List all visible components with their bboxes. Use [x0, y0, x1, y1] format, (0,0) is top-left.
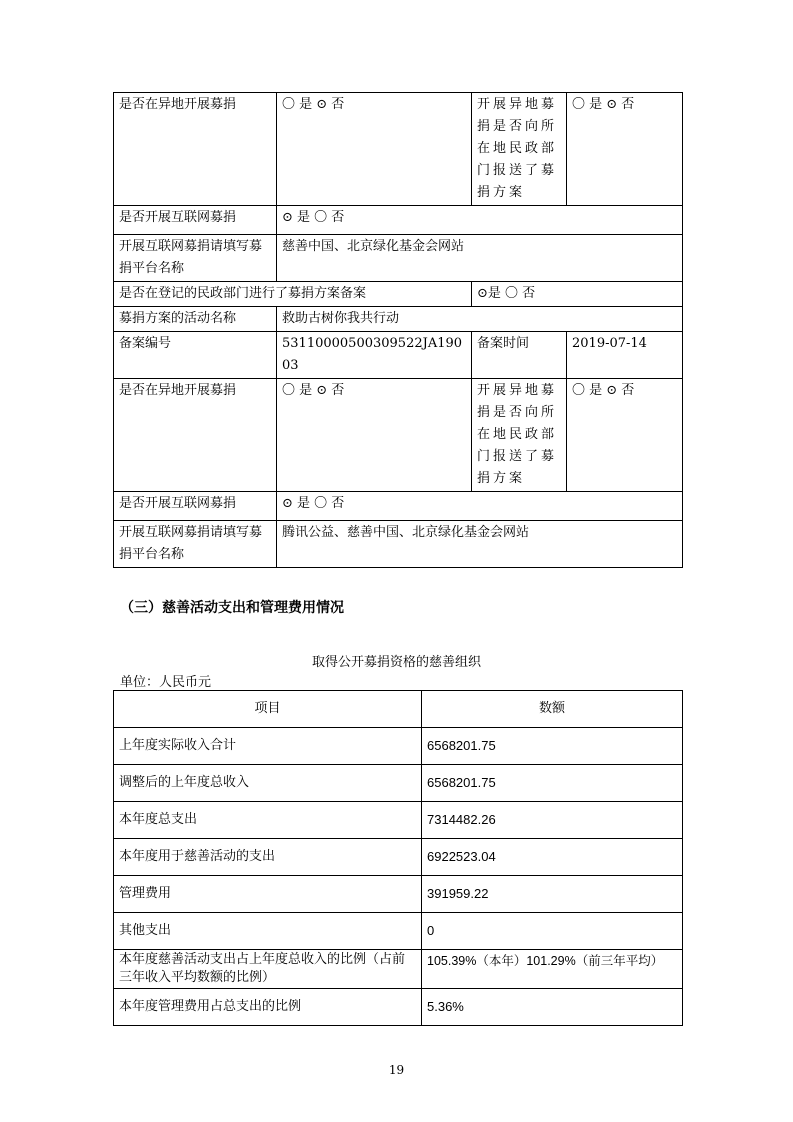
item-cell: 上年度实际收入合计 — [114, 728, 422, 765]
amount-cell: 6568201.75 — [422, 728, 683, 765]
row-label: 是否开展互联网募捐 — [114, 206, 277, 235]
table-row — [114, 235, 683, 282]
amount-cell: 391959.22 — [422, 876, 683, 913]
table-row — [114, 765, 683, 802]
table-header-row — [114, 691, 683, 728]
platform-names: 腾讯公益、慈善中国、北京绿化基金会网站 — [277, 521, 683, 568]
row-label: 开展互联网募捐请填写募捐平台名称 — [114, 521, 277, 568]
row-label: 开展互联网募捐请填写募捐平台名称 — [114, 235, 277, 282]
item-cell: 本年度慈善活动支出占上年度总收入的比例（占前三年收入平均数额的比例） — [114, 950, 422, 989]
unit-label: 单位：人民币元 — [120, 675, 212, 690]
table-row — [114, 206, 683, 235]
item-cell: 本年度用于慈善活动的支出 — [114, 839, 422, 876]
table-row — [114, 950, 683, 989]
table-row — [114, 379, 683, 492]
item-cell: 管理费用 — [114, 876, 422, 913]
row-label: 是否在异地开展募捐 — [114, 379, 277, 492]
table-row — [114, 521, 683, 568]
amount-cell: 6568201.75 — [422, 765, 683, 802]
table-row — [114, 492, 683, 521]
amount-cell: 6922523.04 — [422, 839, 683, 876]
radio-choice: 〇 是 ⊙ 否 — [567, 379, 683, 492]
table-row — [114, 839, 683, 876]
radio-choice: ⊙ 是 〇 否 — [277, 492, 683, 521]
row-label: 是否在异地开展募捐 — [114, 93, 277, 206]
row-label: 是否在登记的民政部门进行了募捐方案备案 — [114, 282, 472, 307]
table-row — [114, 876, 683, 913]
radio-choice: 〇 是 ⊙ 否 — [277, 93, 472, 206]
amount-cell: 105.39%（本年）101.29%（前三年平均） — [422, 950, 683, 989]
table-row — [114, 332, 683, 379]
row-label: 备案编号 — [114, 332, 277, 379]
item-cell: 调整后的上年度总收入 — [114, 765, 422, 802]
radio-choice: ⊙ 是 〇 否 — [277, 206, 683, 235]
table-row — [114, 307, 683, 332]
filing-number: 53110000500309522JA19003 — [277, 332, 472, 379]
fundraising-info-table — [113, 92, 683, 568]
table-row — [114, 93, 683, 206]
activity-name: 救助古树你我共行动 — [277, 307, 683, 332]
table-row — [114, 802, 683, 839]
radio-choice: ⊙是 〇 否 — [472, 282, 683, 307]
table-row — [114, 989, 683, 1026]
item-cell: 其他支出 — [114, 913, 422, 950]
platform-names: 慈善中国、北京绿化基金会网站 — [277, 235, 683, 282]
expense-table — [113, 690, 683, 1026]
amount-cell: 7314482.26 — [422, 802, 683, 839]
filing-time-value: 2019-07-14 — [567, 332, 683, 379]
row-question: 开展异地募捐是否向所在地民政部门报送了募捐方案 — [472, 379, 567, 492]
filing-time-label: 备案时间 — [472, 332, 567, 379]
row-label: 募捐方案的活动名称 — [114, 307, 277, 332]
item-cell: 本年度总支出 — [114, 802, 422, 839]
amount-cell: 0 — [422, 913, 683, 950]
header-item: 项目 — [114, 691, 422, 728]
item-cell: 本年度管理费用占总支出的比例 — [114, 989, 422, 1026]
table-caption: 取得公开募捐资格的慈善组织 — [311, 655, 481, 670]
radio-choice: 〇 是 ⊙ 否 — [567, 93, 683, 206]
section-title: （三）慈善活动支出和管理费用情况 — [120, 600, 344, 616]
amount-cell: 5.36% — [422, 989, 683, 1026]
table-row — [114, 913, 683, 950]
radio-choice: 〇 是 ⊙ 否 — [277, 379, 472, 492]
header-amount: 数额 — [422, 691, 683, 728]
row-question: 开展异地募捐是否向所在地民政部门报送了募捐方案 — [472, 93, 567, 206]
row-label: 是否开展互联网募捐 — [114, 492, 277, 521]
page-number: 19 — [388, 1063, 405, 1077]
table-row — [114, 282, 683, 307]
table-row — [114, 728, 683, 765]
